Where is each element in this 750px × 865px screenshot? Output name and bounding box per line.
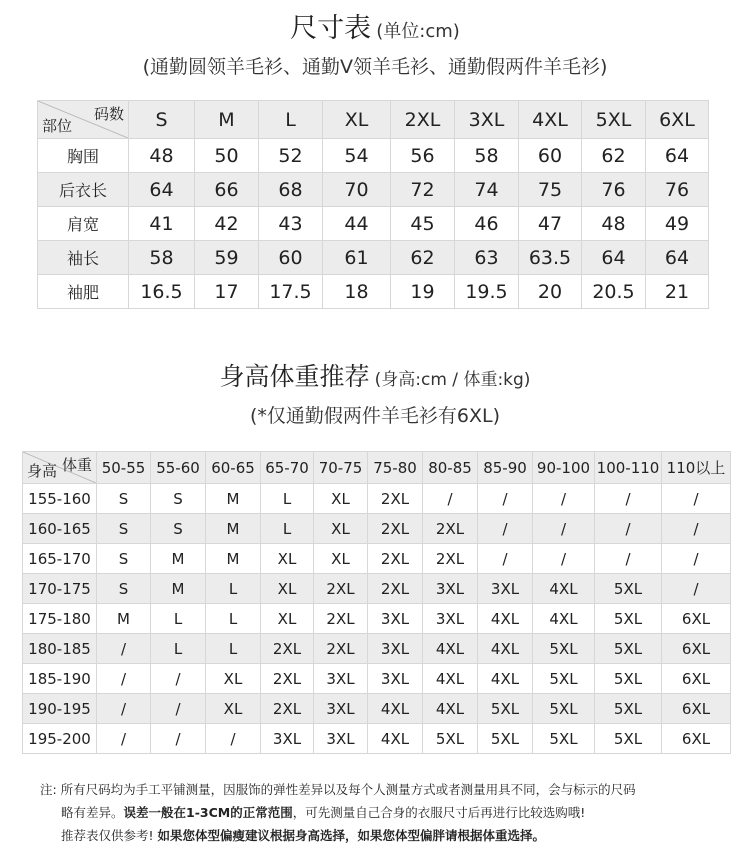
- recommend-cell: 5XL: [533, 724, 595, 754]
- recommend-cell: /: [478, 544, 533, 574]
- recommend-cell: 3XL: [314, 694, 368, 724]
- corner-bottom-label: 部位: [42, 117, 73, 135]
- size-header-cell: 3XL: [455, 101, 519, 139]
- recommend-cell: 2XL: [368, 484, 423, 514]
- size-cell: 58: [455, 139, 519, 173]
- recommend-cell: 6XL: [662, 694, 731, 724]
- recommend-cell: L: [261, 484, 314, 514]
- size-corner-cell: [38, 101, 129, 139]
- recommend-cell: 3XL: [261, 724, 314, 754]
- recommend-cell: L: [206, 634, 261, 664]
- recommend-cell: M: [206, 544, 261, 574]
- size-cell: 17: [195, 275, 259, 309]
- size-cell: 60: [259, 241, 323, 275]
- size-cell: 76: [582, 173, 646, 207]
- weight-header-cell: 70-75: [314, 452, 368, 484]
- size-header-cell: L: [259, 101, 323, 139]
- recommend-cell: /: [662, 544, 731, 574]
- size-cell: 72: [391, 173, 455, 207]
- recommend-cell: S: [97, 544, 151, 574]
- recommend-cell: /: [533, 484, 595, 514]
- recommend-cell: L: [206, 574, 261, 604]
- recommend-cell: 2XL: [314, 604, 368, 634]
- size-cell: 62: [391, 241, 455, 275]
- weight-header-cell: 110以上: [662, 452, 731, 484]
- size-corner-cell-inner: [38, 101, 128, 138]
- recommend-cell: XL: [261, 574, 314, 604]
- recommend-cell: /: [97, 694, 151, 724]
- recommend-cell: XL: [314, 544, 368, 574]
- recommend-row: [23, 604, 731, 634]
- note-line-2-c: ，可先测量自己合身的衣服尺寸后再进行比较选购哦!: [292, 805, 586, 820]
- recommend-cell: /: [662, 514, 731, 544]
- corner-top-label: 体重: [61, 456, 92, 474]
- size-cell: 63: [455, 241, 519, 275]
- height-label: 195-200: [23, 724, 97, 754]
- height-label: 165-170: [23, 544, 97, 574]
- recommend-cell: /: [533, 544, 595, 574]
- recommend-cell: 4XL: [478, 604, 533, 634]
- size-chart-table: [37, 100, 709, 309]
- weight-header-cell: 80-85: [423, 452, 478, 484]
- height-label: 175-180: [23, 604, 97, 634]
- corner-bottom-label: 身高: [27, 462, 58, 480]
- size-row-label: 胸围: [38, 139, 129, 173]
- recommend-cell: XL: [314, 484, 368, 514]
- recommend-cell: 4XL: [478, 634, 533, 664]
- recommend-cell: /: [151, 694, 206, 724]
- recommend-cell: XL: [261, 604, 314, 634]
- recommend-row: [23, 664, 731, 694]
- recommend-cell: /: [151, 724, 206, 754]
- recommend-cell: 4XL: [478, 664, 533, 694]
- recommend-cell: 5XL: [478, 694, 533, 724]
- size-row: [38, 241, 709, 275]
- size-cell: 16.5: [129, 275, 195, 309]
- weight-header-cell: 85-90: [478, 452, 533, 484]
- recommend-title: [0, 357, 750, 393]
- recommend-cell: M: [151, 544, 206, 574]
- recommend-cell: /: [423, 484, 478, 514]
- recommend-cell: 4XL: [368, 724, 423, 754]
- recommend-cell: 5XL: [595, 604, 662, 634]
- size-header-cell: 5XL: [582, 101, 646, 139]
- height-label: 170-175: [23, 574, 97, 604]
- size-header-cell: S: [129, 101, 195, 139]
- size-row: [38, 207, 709, 241]
- recommend-cell: /: [595, 514, 662, 544]
- recommend-row: [23, 634, 731, 664]
- size-row: [38, 173, 709, 207]
- recommend-cell: 6XL: [662, 724, 731, 754]
- size-chart-unit: (单位:cm): [376, 21, 460, 42]
- recommend-cell: 4XL: [423, 694, 478, 724]
- size-cell: 46: [455, 207, 519, 241]
- recommend-unit: (身高:cm / 体重:kg): [374, 370, 531, 390]
- size-chart-subtitle: (通勤圆领羊毛衫、通勤V领羊毛衫、通勤假两件羊毛衫): [142, 56, 608, 78]
- size-cell: 61: [323, 241, 391, 275]
- recommend-cell: 4XL: [423, 664, 478, 694]
- size-header-cell: 2XL: [391, 101, 455, 139]
- recommend-cell: 2XL: [314, 574, 368, 604]
- weight-header-cell: 55-60: [151, 452, 206, 484]
- size-cell: 64: [582, 241, 646, 275]
- recommend-table: [22, 451, 731, 754]
- size-cell: 75: [519, 173, 582, 207]
- recommend-cell: /: [151, 664, 206, 694]
- recommend-cell: 6XL: [662, 634, 731, 664]
- recommend-cell: 5XL: [595, 574, 662, 604]
- recommend-cell: XL: [261, 544, 314, 574]
- recommend-cell: /: [595, 544, 662, 574]
- weight-header-cell: 60-65: [206, 452, 261, 484]
- recommend-cell: /: [595, 484, 662, 514]
- recommend-cell: L: [206, 604, 261, 634]
- recommend-cell: S: [151, 514, 206, 544]
- weight-header-cell: 100-110: [595, 452, 662, 484]
- size-cell: 42: [195, 207, 259, 241]
- size-cell: 54: [323, 139, 391, 173]
- size-cell: 64: [646, 241, 709, 275]
- recommend-cell: 2XL: [368, 574, 423, 604]
- size-cell: 41: [129, 207, 195, 241]
- recommend-cell: M: [97, 604, 151, 634]
- size-header-row: [38, 101, 709, 139]
- recommend-cell: 2XL: [368, 544, 423, 574]
- recommend-cell: 5XL: [595, 724, 662, 754]
- recommend-cell: 4XL: [368, 694, 423, 724]
- recommend-cell: S: [97, 574, 151, 604]
- weight-header-cell: 50-55: [97, 452, 151, 484]
- recommend-cell: /: [206, 724, 261, 754]
- size-row-label: 袖肥: [38, 275, 129, 309]
- recommend-cell: /: [478, 484, 533, 514]
- height-label: 185-190: [23, 664, 97, 694]
- recommend-cell: L: [151, 634, 206, 664]
- size-cell: 21: [646, 275, 709, 309]
- weight-header-cell: 75-80: [368, 452, 423, 484]
- recommend-cell: /: [662, 574, 731, 604]
- recommend-cell: 3XL: [368, 634, 423, 664]
- size-cell: 45: [391, 207, 455, 241]
- size-header-cell: 4XL: [519, 101, 582, 139]
- recommend-cell: 5XL: [478, 724, 533, 754]
- height-label: 160-165: [23, 514, 97, 544]
- recommend-cell: M: [151, 574, 206, 604]
- size-cell: 20: [519, 275, 582, 309]
- size-chart-title-main: 尺寸表: [290, 13, 372, 44]
- recommend-cell: 4XL: [533, 604, 595, 634]
- recommend-cell: 2XL: [261, 634, 314, 664]
- recommend-cell: 5XL: [423, 724, 478, 754]
- recommend-subtitle: (*仅通勤假两件羊毛衫有6XL): [249, 405, 501, 427]
- size-row-label: 肩宽: [38, 207, 129, 241]
- recommend-row: [23, 694, 731, 724]
- recommend-cell: 5XL: [595, 634, 662, 664]
- weight-header-cell: 65-70: [261, 452, 314, 484]
- size-cell: 50: [195, 139, 259, 173]
- recommend-cell: 3XL: [423, 604, 478, 634]
- size-cell: 60: [519, 139, 582, 173]
- note-line-3-b: 如果您体型偏瘦建议根据身高选择，如果您体型偏胖请根据体重选择。: [157, 828, 546, 843]
- recommend-cell: /: [97, 634, 151, 664]
- recommend-cell: L: [261, 514, 314, 544]
- recommend-row: [23, 724, 731, 754]
- recommend-cell: 2XL: [261, 664, 314, 694]
- recommend-title-main: 身高体重推荐: [219, 362, 370, 391]
- size-row: [38, 275, 709, 309]
- recommend-cell: 3XL: [368, 664, 423, 694]
- recommend-row: [23, 544, 731, 574]
- recommend-cell: /: [97, 664, 151, 694]
- height-label: 155-160: [23, 484, 97, 514]
- size-cell: 64: [646, 139, 709, 173]
- size-cell: 64: [129, 173, 195, 207]
- recommend-cell: M: [206, 484, 261, 514]
- size-header-cell: 6XL: [646, 101, 709, 139]
- recommend-cell: 3XL: [314, 664, 368, 694]
- recommend-cell: 4XL: [533, 574, 595, 604]
- size-cell: 48: [582, 207, 646, 241]
- recommend-row: [23, 574, 731, 604]
- recommend-header-row: [23, 452, 731, 484]
- weight-header-cell: 90-100: [533, 452, 595, 484]
- recommend-cell: 2XL: [423, 514, 478, 544]
- recommend-cell: 3XL: [314, 724, 368, 754]
- size-cell: 68: [259, 173, 323, 207]
- size-cell: 43: [259, 207, 323, 241]
- size-row: [38, 139, 709, 173]
- recommend-cell: XL: [206, 694, 261, 724]
- recommend-cell: S: [97, 514, 151, 544]
- recommend-cell: 5XL: [533, 664, 595, 694]
- size-cell: 20.5: [582, 275, 646, 309]
- recommend-cell: 5XL: [533, 634, 595, 664]
- size-cell: 59: [195, 241, 259, 275]
- recommend-row: [23, 484, 731, 514]
- recommend-cell: 2XL: [423, 544, 478, 574]
- recommend-cell: 5XL: [595, 694, 662, 724]
- corner-top-label: 码数: [93, 105, 124, 123]
- size-header-cell: XL: [323, 101, 391, 139]
- recommend-cell: 3XL: [478, 574, 533, 604]
- notes: [40, 778, 720, 847]
- note-line-1: 注: 所有尺码均为手工平铺测量，因服饰的弹性差异以及每个人测量方式或者测量用具不同，会与标示的尺码: [40, 782, 636, 797]
- recommend-cell: 6XL: [662, 664, 731, 694]
- size-header-cell: M: [195, 101, 259, 139]
- size-cell: 56: [391, 139, 455, 173]
- recommend-cell: L: [151, 604, 206, 634]
- size-cell: 66: [195, 173, 259, 207]
- size-cell: 62: [582, 139, 646, 173]
- recommend-cell: M: [206, 514, 261, 544]
- recommend-cell: 2XL: [314, 634, 368, 664]
- size-cell: 49: [646, 207, 709, 241]
- recommend-cell: 4XL: [423, 634, 478, 664]
- recommend-cell: XL: [314, 514, 368, 544]
- recommend-cell: /: [478, 514, 533, 544]
- recommend-cell: S: [97, 484, 151, 514]
- note-line-3: [40, 824, 720, 847]
- size-cell: 48: [129, 139, 195, 173]
- recommend-cell: 5XL: [533, 694, 595, 724]
- recommend-cell: 2XL: [368, 514, 423, 544]
- size-row-label: 后衣长: [38, 173, 129, 207]
- recommend-row: [23, 514, 731, 544]
- size-chart-title: [0, 6, 750, 45]
- size-cell: 18: [323, 275, 391, 309]
- recommend-cell: XL: [206, 664, 261, 694]
- size-cell: 63.5: [519, 241, 582, 275]
- size-cell: 76: [646, 173, 709, 207]
- size-cell: 58: [129, 241, 195, 275]
- note-line-3-a: 推荐表仅供参考!: [61, 828, 158, 843]
- size-cell: 74: [455, 173, 519, 207]
- recommend-cell: /: [533, 514, 595, 544]
- size-cell: 19: [391, 275, 455, 309]
- size-cell: 19.5: [455, 275, 519, 309]
- size-cell: 52: [259, 139, 323, 173]
- recommend-cell: /: [662, 484, 731, 514]
- recommend-cell: S: [151, 484, 206, 514]
- note-line-2: [40, 801, 720, 824]
- recommend-cell: 6XL: [662, 604, 731, 634]
- size-cell: 44: [323, 207, 391, 241]
- recommend-cell: 2XL: [261, 694, 314, 724]
- recommend-cell: /: [97, 724, 151, 754]
- recommend-corner-cell-inner: [23, 452, 96, 483]
- height-label: 180-185: [23, 634, 97, 664]
- size-cell: 70: [323, 173, 391, 207]
- size-row-label: 袖长: [38, 241, 129, 275]
- note-line-2-a: 略有差异。: [61, 805, 124, 820]
- recommend-cell: 3XL: [423, 574, 478, 604]
- size-cell: 17.5: [259, 275, 323, 309]
- height-label: 190-195: [23, 694, 97, 724]
- recommend-corner-cell: [23, 452, 97, 484]
- recommend-cell: 3XL: [368, 604, 423, 634]
- note-line-2-b: 误差一般在1-3CM的正常范围: [123, 805, 293, 820]
- recommend-cell: 5XL: [595, 664, 662, 694]
- size-cell: 47: [519, 207, 582, 241]
